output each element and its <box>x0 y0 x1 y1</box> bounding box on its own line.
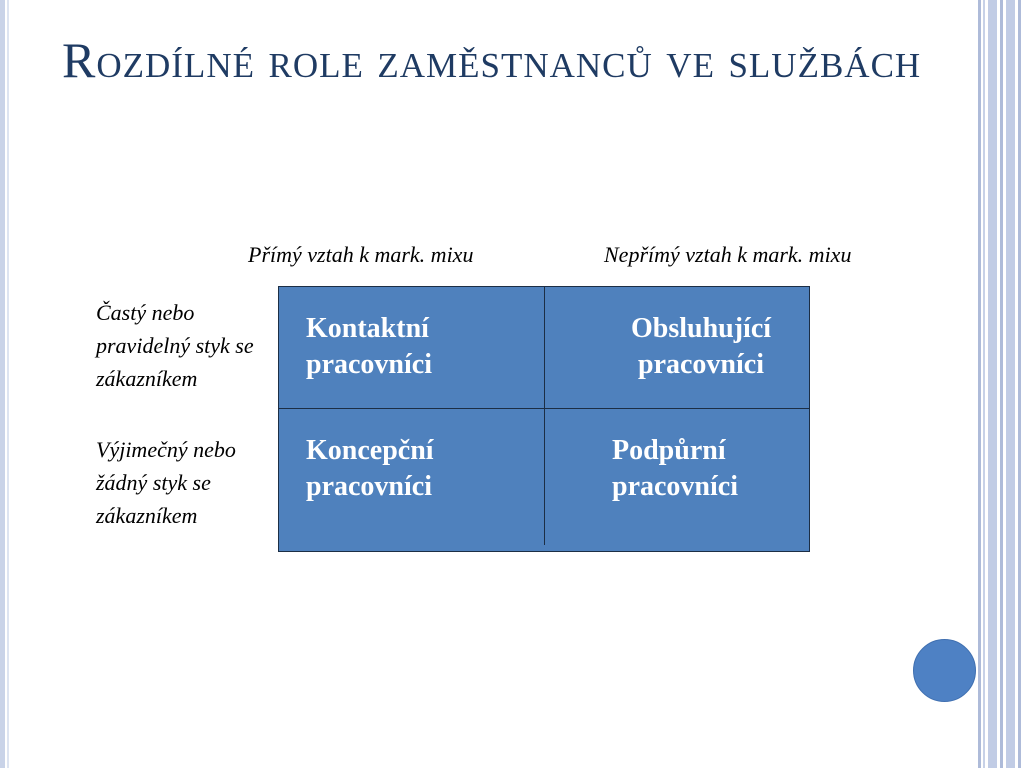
row-header-frequent-contact: Častý nebo pravidelný styk se zákazníkem <box>96 300 254 391</box>
decorative-circle <box>913 639 976 702</box>
right-stripe <box>1006 0 1015 768</box>
left-decor-stripe-thin <box>7 0 9 768</box>
left-decor-stripe <box>0 0 5 768</box>
right-decor-band <box>978 0 1024 768</box>
matrix-divider-horizontal <box>279 408 810 409</box>
roles-matrix <box>278 286 810 552</box>
right-stripe <box>983 0 985 768</box>
right-stripe <box>1000 0 1003 768</box>
column-header-indirect: Nepřímý vztah k mark. mixu <box>604 242 852 267</box>
right-stripe <box>1018 0 1021 768</box>
cell-contact-staff: Kontaktní pracovníci <box>306 313 432 381</box>
row-header-rare-contact: Výjimečný nebo žádný styk se zákazníkem <box>96 437 236 528</box>
right-stripe <box>988 0 997 768</box>
cell-service-staff: Obsluhující pracovníci <box>630 313 772 381</box>
cell-support-staff: Podpůrní pracovníci <box>612 435 738 503</box>
column-header-direct: Přímý vztah k mark. mixu <box>248 242 474 267</box>
slide-title: Rozdílné role zaměstnanců ve službách <box>62 32 922 88</box>
matrix-divider-vertical <box>544 287 545 545</box>
cell-conceptual-staff: Koncepční pracovníci <box>306 435 434 503</box>
right-stripe <box>978 0 981 768</box>
